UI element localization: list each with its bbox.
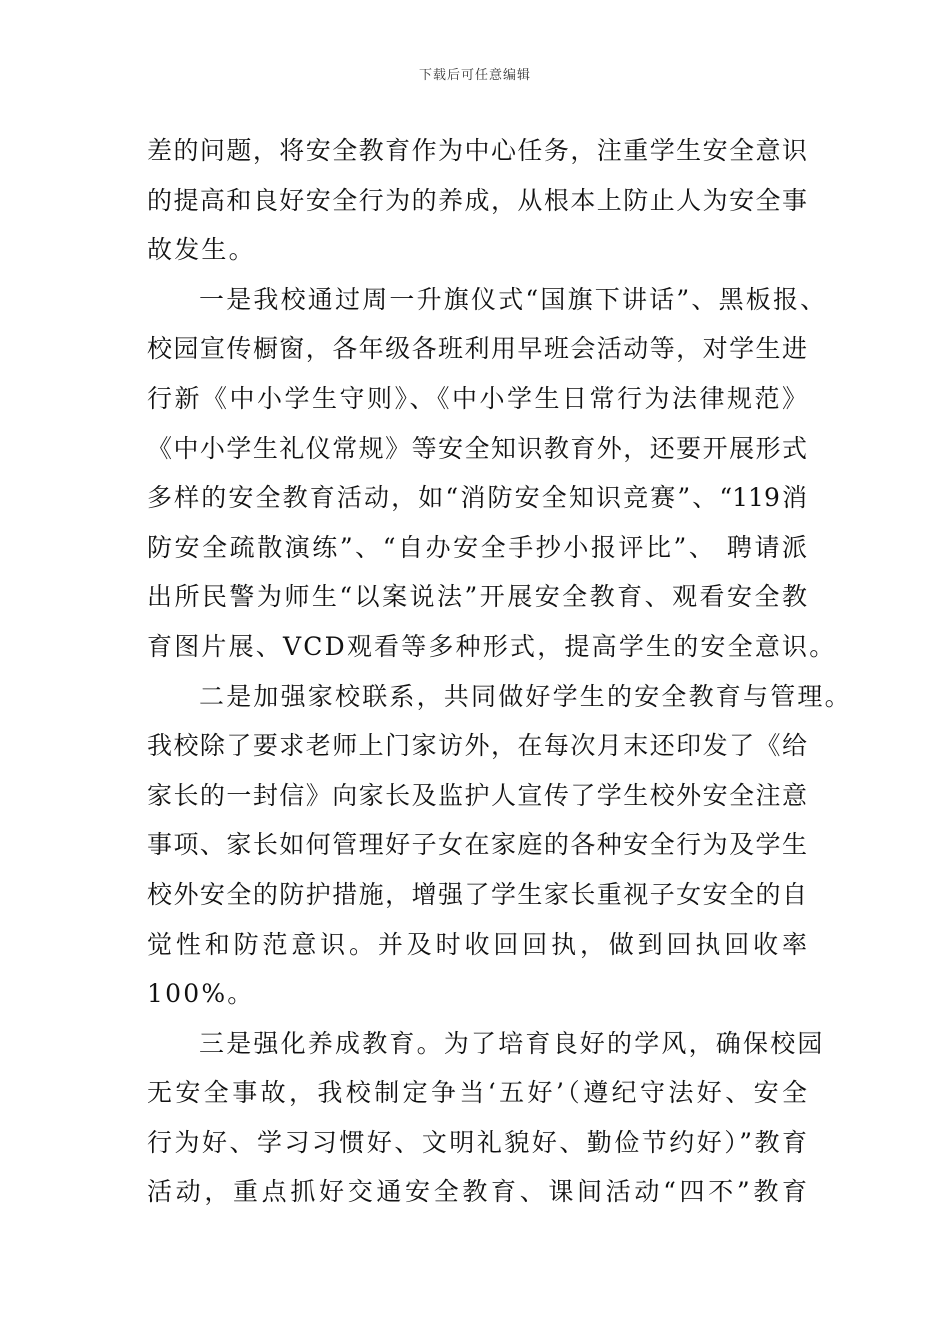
text-line: 100%。 [147,979,255,1009]
text-line: 活动，重点抓好交通安全教育、课间活动“四不”教育 [147,1177,807,1207]
paragraph-3 [147,672,852,1019]
text-line: 多样的安全教育活动，如“消防安全知识竞赛”、“119消 [147,483,807,513]
text-line: 家长的一封信》向家长及监护人宣传了学生校外安全注意 [147,780,807,810]
text-line: 《中小学生礼仪常规》等安全知识教育外，还要开展形式 [147,433,807,463]
paragraph-2 [147,275,837,672]
text-line: 校园宣传橱窗，各年级各班利用早班会活动等，对学生进 [147,334,807,364]
text-line: 行为好、学习习惯好、文明礼貌好、勤俭节约好）”教育 [147,1127,807,1157]
paragraph-4 [147,1019,825,1217]
text-line: 觉性和防范意识。并及时收回回执，做到回执回收率 [147,929,807,959]
text-line: 的提高和良好安全行为的养成，从根本上防止人为安全事 [147,185,807,215]
text-line: 出所民警为师生“以案说法”开展安全教育、观看安全教 [147,582,807,612]
text-line: 差的问题，将安全教育作为中心任务，注重学生安全意识 [147,136,807,165]
text-line: 校外安全的防护措施，增强了学生家长重视子女安全的自 [147,879,807,909]
text-line: 故发生。 [147,235,256,265]
paragraph-1 [147,126,807,275]
text-line: 二是加强家校联系，共同做好学生的安全教育与管理。 [199,681,852,711]
text-line: 防安全疏散演练”、“自办安全手抄小报评比”、 聘请派 [147,532,807,562]
text-line: 一是我校通过周一升旗仪式“国旗下讲话”、黑板报、 [199,284,828,314]
page-header-note: 下载后可任意编辑 [418,68,531,83]
text-line: 事项、家长如何管理好子女在家庭的各种安全行为及学生 [147,830,807,860]
text-line: 我校除了要求老师上门家访外，在每次月末还印发了《给 [147,731,807,761]
text-line: 无安全事故，我校制定争当‘五好’（遵纪守法好、安全 [147,1078,807,1108]
text-line: 行新《中小学生守则》、《中小学生日常行为法律规范》 [147,383,807,413]
text-line: 三是强化养成教育。为了培育良好的学风，确保校园 [199,1028,825,1058]
document-body [147,126,852,1217]
text-line: 育图片展、VCD观看等多种形式，提高学生的安全意识。 [147,631,837,661]
